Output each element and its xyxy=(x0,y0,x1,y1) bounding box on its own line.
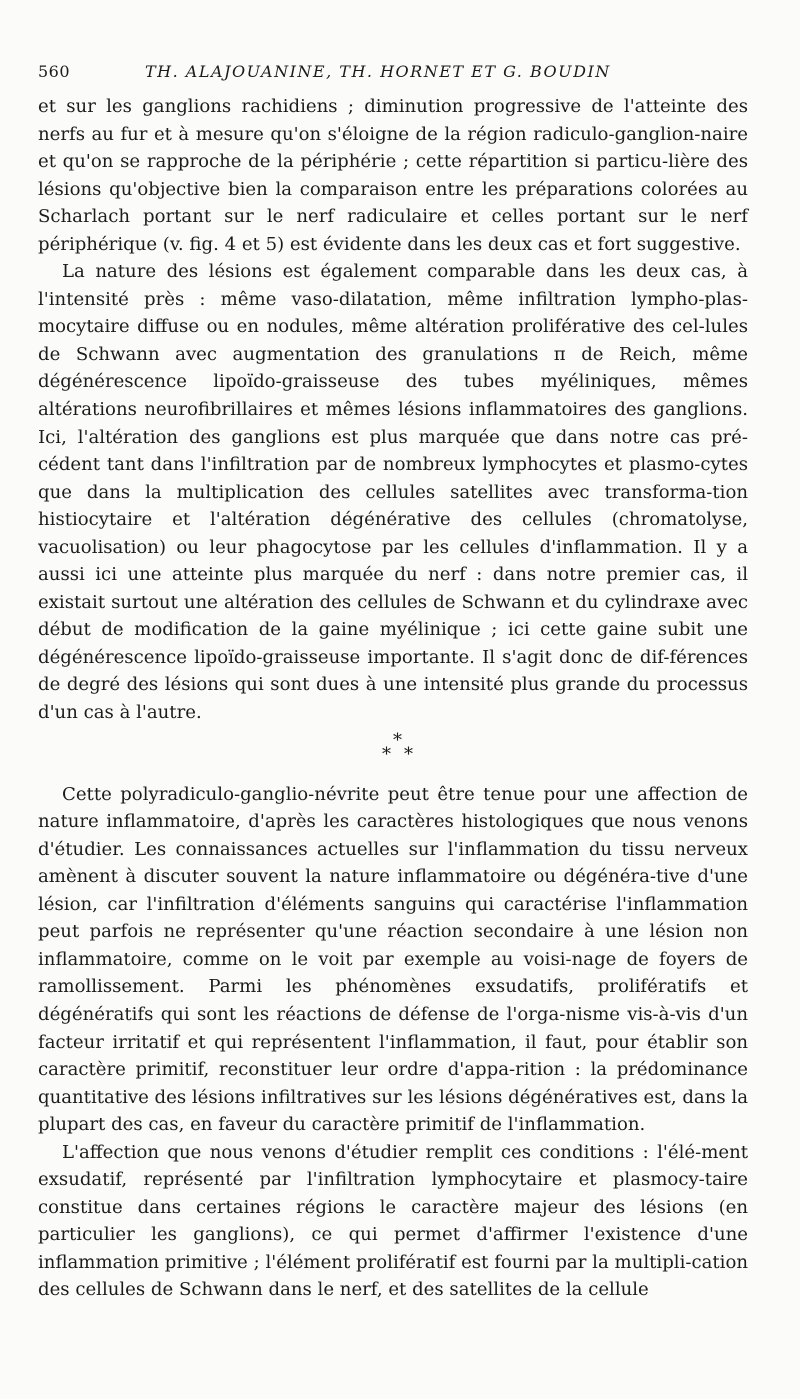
paragraph-inflammatory-nature: Cette polyradiculo-ganglio-névrite peut être tenue pour une affection de nature inflammatoire, d'après les caractères histologiques que nous venons d'étudier. Les connaissances actuelles sur l'inflammation du tissu nerveux amènent à discuter souvent la nature inflammatoire ou dégénéra-tive d'une lésion, car l'infiltration d'éléments sanguins qui caractérise l'inflammation peut parfois ne représenter qu'une réaction secondaire à une lésion non inflammatoire, comme on le voit par exemple au voisi-nage de foyers de ramollissement. Parmi les phénomènes exsudatifs, prolifératifs et dégénératifs qui sont les réactions de défense de l'orga-nisme vis-à-vis d'un facteur irritatif et qui représentent l'inflammation, il faut, pour établir son caractère primitif, reconstituer leur ordre d'appa-rition : la prédominance quantitative des lésions infiltratives sur les lésions dégénératives est, dans la plupart des cas, en faveur du caractère primitif de l'inflammation. xyxy=(38,783,748,1136)
paragraph-continuation: et sur les ganglions rachidiens ; diminution progressive de l'atteinte des nerfs au fur et à mesure qu'on s'éloigne de la région radiculo-ganglion-naire et qu'on se rapproche de la périphérie ; cette répartition si particu-lière des lésions qu'objective bien la comparaison entre les préparations colorées au Scharlach portant sur le nerf radiculaire et celles portant sur le nerf périphérique (v. fig. 4 et 5) est évidente dans les deux cas et fort suggestive. xyxy=(38,96,748,255)
section-asterism xyxy=(38,727,748,781)
paragraph-lesion-nature: La nature des lésions est également comparable dans les deux cas, à l'intensité près : même vaso-dilatation, même infiltration lympho-plas-mocytaire diffuse ou en nodules, même altération proliférative des cel-lules de Schwann avec augmentation des granulations π de Reich, même dégénérescence lipoïdo-graisseuse des tubes myéliniques, mêmes altérations neurofibrillaires et mêmes lésions inflammatoires des ganglions. Ici, l'altération des ganglions est plus marquée que dans notre cas pré-cédent tant dans l'infiltration par de nombreux lymphocytes et plasmo-cytes que dans la multiplication des cellules satellites avec transforma-tion histiocytaire et l'altération dégénérative des cellules (chromatolyse, vacuolisation) ou leur phagocytose par les cellules d'inflammation. Il y a aussi ici une atteinte plus marquée du nerf : dans notre premier cas, il existait surtout une altération des cellules de Schwann et du cylindraxe avec début de modification de la gaine myélinique ; ici cette gaine subit une dégénérescence lipoïdo-graisseuse importante. Il s'agit donc de dif-férences de degré des lésions qui sont dues à une intensité plus grande du processus d'un cas à l'autre. xyxy=(38,261,748,724)
page-number: 560 xyxy=(38,62,71,81)
asterism-star-top: * xyxy=(393,729,402,751)
asterism-star-right: * xyxy=(404,743,413,765)
paragraph-conditions: L'affection que nous venons d'étudier remplit ces conditions : l'élé-ment exsudatif, représenté par l'infiltration lymphocytaire et plasmocy-taire constitue dans certaines régions le caractère majeur des lésions (en particulier les ganglions), ce qui permet d'affirmer l'existence d'une inflammation primitive ; l'élément prolifératif est fourni par la multipli-cation des cellules de Schwann dans le nerf, et des satellites de la cellule xyxy=(38,1141,748,1301)
body-text xyxy=(38,93,748,1304)
asterism-star-left: * xyxy=(382,743,391,765)
running-head-authors: TH. ALAJOUANINE, TH. HORNET ET G. BOUDIN xyxy=(145,62,611,81)
running-head xyxy=(38,57,748,93)
